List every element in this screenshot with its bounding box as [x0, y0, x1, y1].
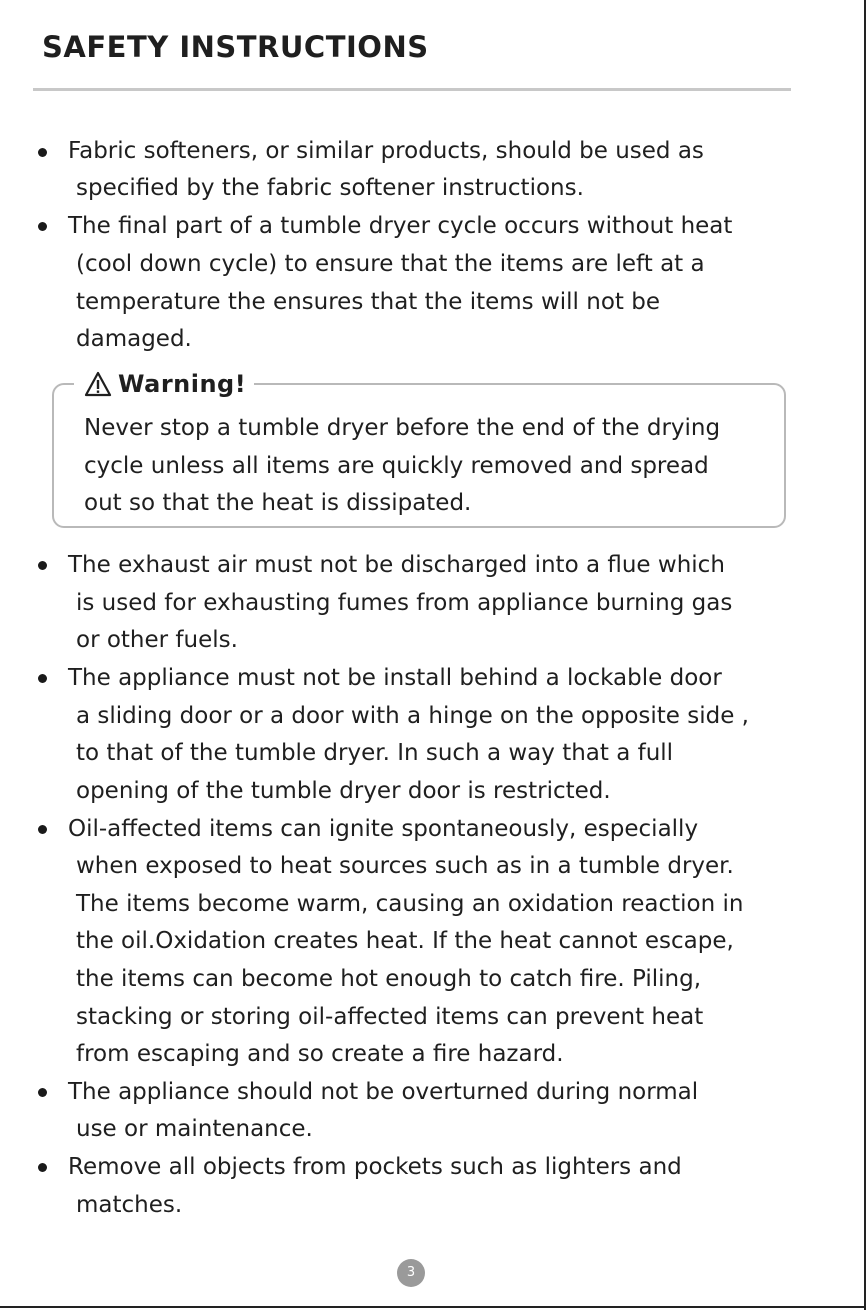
list-item-line: specified by the fabric softener instructions.: [76, 175, 584, 201]
bullet-dot: [38, 148, 47, 157]
list-item-line: The exhaust air must not be discharged into a flue which: [68, 552, 725, 578]
bullet-dot: [38, 1163, 47, 1172]
list-item-line: to that of the tumble dryer. In such a way that a full: [76, 740, 674, 766]
list-item-line: matches.: [76, 1192, 183, 1218]
list-item-line: damaged.: [76, 326, 192, 352]
warning-title: Warning!: [118, 370, 247, 398]
page-border-bottom: [0, 1306, 866, 1308]
list-item-line: (cool down cycle) to ensure that the items are left at a: [76, 251, 705, 277]
list-item-line: is used for exhausting fumes from appliance burning gas: [76, 590, 733, 616]
list-item-line: Fabric softeners, or similar products, should be used as: [68, 138, 704, 164]
list-item-line: stacking or storing oil-affected items can prevent heat: [76, 1004, 704, 1030]
list-item-line: when exposed to heat sources such as in a tumble dryer.: [76, 853, 734, 879]
list-item-line: from escaping and so create a fire hazard.: [76, 1041, 564, 1067]
bullet-dot: [38, 222, 47, 231]
list-item-line: The final part of a tumble dryer cycle occurs without heat: [68, 213, 733, 239]
list-item-line: or other fuels.: [76, 627, 238, 653]
warning-text-line: cycle unless all items are quickly removed and spread: [84, 453, 709, 479]
list-item-line: Oil-affected items can ignite spontaneously, especially: [68, 816, 699, 842]
list-item-line: opening of the tumble dryer door is restricted.: [76, 778, 611, 804]
list-item-line: use or maintenance.: [76, 1116, 313, 1142]
warning-header: [74, 364, 254, 404]
page-number: 3: [397, 1259, 425, 1287]
warning-text-line: Never stop a tumble dryer before the end of the drying: [84, 415, 721, 441]
bullet-dot: [38, 1088, 47, 1097]
list-item-line: Remove all objects from pockets such as lighters and: [68, 1154, 682, 1180]
page-title: SAFETY INSTRUCTIONS: [42, 30, 429, 64]
warning-text-line: out so that the heat is dissipated.: [84, 490, 472, 516]
bullet-dot: [38, 825, 47, 834]
list-item-line: temperature the ensures that the items will not be: [76, 289, 660, 315]
list-item-line: the oil.Oxidation creates heat. If the heat cannot escape,: [76, 928, 734, 954]
warning-triangle-icon: [84, 370, 112, 398]
title-divider: [33, 88, 791, 91]
list-item-line: a sliding door or a door with a hinge on the opposite side ,: [76, 703, 749, 729]
bullet-dot: [38, 674, 47, 683]
list-item-line: the items can become hot enough to catch fire. Piling,: [76, 966, 702, 992]
bullet-dot: [38, 561, 47, 570]
page-border-right: [864, 0, 866, 1310]
list-item-line: The items become warm, causing an oxidation reaction in: [76, 891, 744, 917]
list-item-line: The appliance should not be overturned during normal: [68, 1079, 699, 1105]
list-item-line: The appliance must not be install behind a lockable door: [68, 665, 722, 691]
